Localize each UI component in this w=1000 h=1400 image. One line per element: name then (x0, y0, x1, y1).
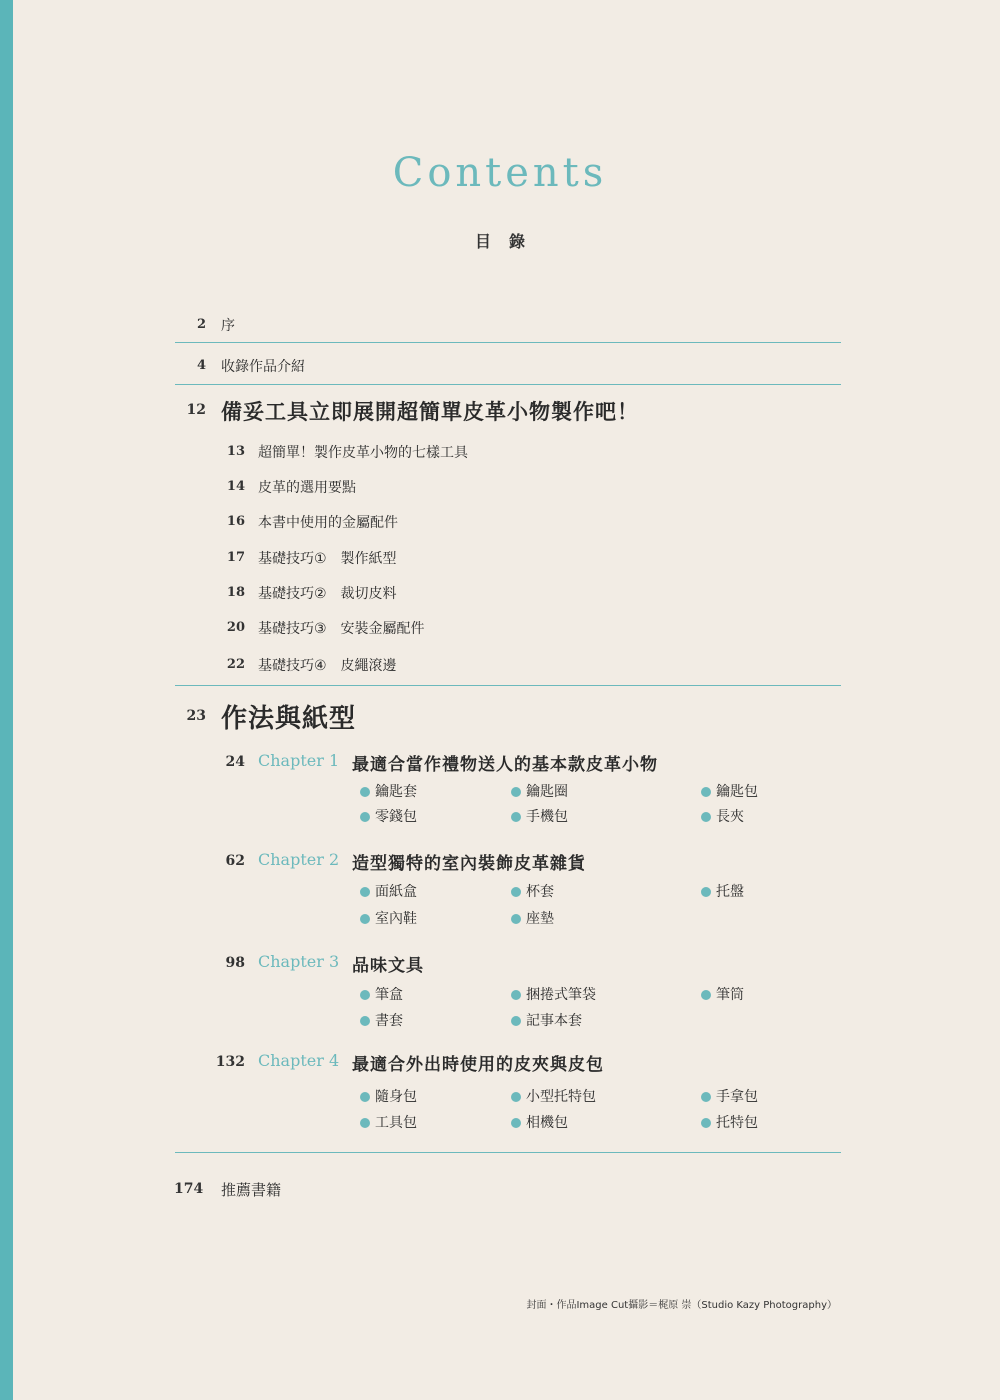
chapter-item: 筆盒 (360, 984, 403, 1004)
chapter-item: 隨身包 (360, 1086, 417, 1106)
page-number: 22 (226, 657, 245, 672)
page-number: 2 (196, 317, 206, 332)
bullet-dot-icon (701, 1118, 711, 1128)
contents-subtitle: 目錄 (474, 232, 543, 251)
bullet-dot-icon (360, 914, 370, 924)
entry-text: 推薦書籍 (221, 1181, 282, 1199)
chapter-label: Chapter 1 (258, 751, 340, 770)
page-number: 20 (226, 620, 245, 635)
chapter-label: Chapter 4 (258, 1051, 340, 1070)
chapter-item: 手拿包 (701, 1086, 758, 1106)
page-number: 132 (215, 1054, 245, 1070)
divider (175, 685, 841, 686)
bullet-dot-icon (511, 812, 521, 822)
entry-text: 基礎技巧① 製作紙型 (258, 551, 397, 567)
bullet-dot-icon (701, 887, 711, 897)
spine-bar (0, 0, 13, 1400)
section-title: 作法與紙型 (221, 704, 357, 734)
bullet-dot-icon (701, 990, 711, 1000)
bullet-dot-icon (360, 787, 370, 797)
bullet-dot-icon (360, 887, 370, 897)
entry-text: 皮革的選用要點 (258, 480, 356, 496)
bullet-dot-icon (701, 787, 711, 797)
chapter-item: 鑰匙圈 (511, 781, 568, 801)
chapter-item: 室內鞋 (360, 908, 417, 928)
bullet-dot-icon (511, 990, 521, 1000)
bullet-dot-icon (360, 1016, 370, 1026)
page-number: 62 (225, 853, 245, 869)
bullet-dot-icon (511, 887, 521, 897)
bullet-dot-icon (511, 787, 521, 797)
entry-text: 收錄作品介紹 (221, 359, 305, 375)
entry-text: 本書中使用的金屬配件 (258, 515, 398, 531)
page-number: 12 (186, 402, 206, 418)
chapter-item: 鑰匙套 (360, 781, 417, 801)
bullet-dot-icon (511, 1118, 521, 1128)
entry-text: 基礎技巧③ 安裝金屬配件 (258, 621, 425, 637)
chapter-item: 相機包 (511, 1112, 568, 1132)
page-number: 14 (226, 479, 245, 494)
bullet-dot-icon (701, 1092, 711, 1102)
bullet-dot-icon (511, 1092, 521, 1102)
chapter-item: 零錢包 (360, 806, 417, 826)
divider (175, 342, 841, 343)
chapter-item: 長夾 (701, 806, 744, 826)
chapter-item: 小型托特包 (511, 1086, 596, 1106)
bullet-dot-icon (360, 1092, 370, 1102)
chapter-item: 杯套 (511, 881, 554, 901)
page-number: 4 (196, 358, 206, 373)
chapter-item: 書套 (360, 1010, 403, 1030)
entry-text: 基礎技巧④ 皮繩滾邊 (258, 658, 397, 674)
chapter-item: 工具包 (360, 1112, 417, 1132)
bullet-dot-icon (511, 1016, 521, 1026)
page-number: 98 (225, 955, 245, 971)
bullet-dot-icon (360, 990, 370, 1000)
page-number: 17 (226, 550, 245, 565)
entry-text: 序 (221, 318, 235, 334)
entry-text: 超簡單！製作皮革小物的七樣工具 (258, 445, 468, 461)
divider (175, 1152, 841, 1153)
chapter-title: 最適合當作禮物送人的基本款皮革小物 (352, 755, 658, 775)
chapter-item: 鑰匙包 (701, 781, 758, 801)
contents-title: Contents (392, 150, 608, 196)
chapter-item: 筆筒 (701, 984, 744, 1004)
bullet-dot-icon (701, 812, 711, 822)
chapter-item: 托盤 (701, 881, 744, 901)
page-number: 18 (226, 585, 245, 600)
chapter-item: 手機包 (511, 806, 568, 826)
chapter-item: 座墊 (511, 908, 554, 928)
section-title: 備妥工具立即展開超簡單皮革小物製作吧！ (221, 399, 639, 424)
chapter-item: 托特包 (701, 1112, 758, 1132)
chapter-item: 捆捲式筆袋 (511, 984, 596, 1004)
chapter-item: 記事本套 (511, 1010, 582, 1030)
chapter-title: 造型獨特的室內裝飾皮革雜貨 (352, 854, 586, 874)
page-number: 23 (186, 708, 206, 724)
page-number: 13 (226, 444, 245, 459)
chapter-item: 面紙盒 (360, 881, 417, 901)
entry-text: 基礎技巧② 裁切皮料 (258, 586, 397, 602)
page-number: 24 (225, 754, 245, 770)
page-number: 16 (226, 514, 245, 529)
chapter-title: 最適合外出時使用的皮夾與皮包 (352, 1055, 604, 1075)
bullet-dot-icon (360, 1118, 370, 1128)
photo-credit: 封面・作品Image Cut攝影＝梶原 崇（Studio Kazy Photography） (526, 1300, 837, 1311)
bullet-dot-icon (511, 914, 521, 924)
bullet-dot-icon (360, 812, 370, 822)
page-number: 174 (174, 1181, 204, 1197)
chapter-title: 品味文具 (352, 956, 424, 976)
chapter-label: Chapter 3 (258, 952, 340, 971)
divider (175, 384, 841, 385)
chapter-label: Chapter 2 (258, 850, 340, 869)
